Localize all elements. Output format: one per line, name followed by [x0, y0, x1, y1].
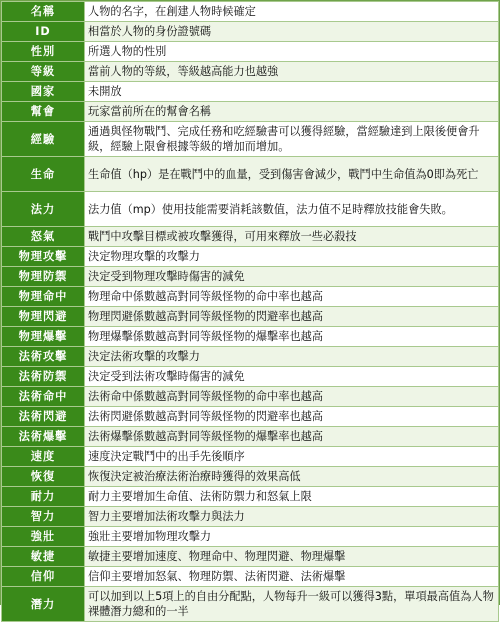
attribute-name: 智力	[2, 507, 85, 527]
attribute-description: 戰鬥中攻擊目標或被攻擊獲得，可用來釋放一些必殺技	[85, 227, 499, 247]
table-row	[2, 507, 499, 527]
table-row	[2, 547, 499, 567]
attribute-name: 物理爆擊	[2, 327, 85, 347]
attribute-name: 名稱	[2, 2, 85, 22]
table-row	[2, 62, 499, 82]
attribute-description: 物理閃避係數越高對同等級怪物的閃避率也越高	[85, 307, 499, 327]
table-row	[2, 42, 499, 62]
attribute-description: 耐力主要增加生命值、法術防禦力和怒氣上限	[85, 487, 499, 507]
table-row	[2, 327, 499, 347]
attribute-name: 國家	[2, 82, 85, 102]
table-row	[2, 447, 499, 467]
attribute-name: 耐力	[2, 487, 85, 507]
attribute-name: 潛力	[2, 587, 85, 622]
table-row	[2, 157, 499, 192]
table-row	[2, 247, 499, 267]
attribute-description: 可以加到以上5項上的自由分配點，人物每升一級可以獲得3點，單項最高值為人物裸體潛力總和的一半	[85, 587, 499, 622]
attribute-name: 法術閃避	[2, 407, 85, 427]
attribute-name: 強壯	[2, 527, 85, 547]
attribute-name: 怒氣	[2, 227, 85, 247]
table-row	[2, 567, 499, 587]
attribute-name: 等級	[2, 62, 85, 82]
table-row	[2, 387, 499, 407]
table-row	[2, 527, 499, 547]
attribute-description: 相當於人物的身份證號碼	[85, 22, 499, 42]
attribute-table	[1, 1, 499, 622]
table-row	[2, 347, 499, 367]
table-row	[2, 267, 499, 287]
attribute-description: 強壯主要增加物理攻擊力	[85, 527, 499, 547]
attribute-description: 決定受到法術攻擊時傷害的減免	[85, 367, 499, 387]
table-row	[2, 427, 499, 447]
attribute-name: 法力	[2, 192, 85, 227]
attribute-description: 所選人物的性別	[85, 42, 499, 62]
table-row	[2, 487, 499, 507]
table-row	[2, 22, 499, 42]
attribute-description: 信仰主要增加怒氣、物理防禦、法術閃避、法術爆擊	[85, 567, 499, 587]
table-row	[2, 82, 499, 102]
table-row	[2, 2, 499, 22]
attribute-name: 敏捷	[2, 547, 85, 567]
attribute-name: ID	[2, 22, 85, 42]
attribute-description: 當前人物的等級，等級越高能力也越強	[85, 62, 499, 82]
attribute-name: 生命	[2, 157, 85, 192]
attribute-name: 法術爆擊	[2, 427, 85, 447]
attribute-description: 未開放	[85, 82, 499, 102]
attribute-name: 速度	[2, 447, 85, 467]
attribute-description: 敏捷主要增加速度、物理命中、物理閃避、物理爆擊	[85, 547, 499, 567]
attribute-description: 法術閃避係數越高對同等級怪物的閃避率也越高	[85, 407, 499, 427]
attribute-description: 法術爆擊係數越高對同等級怪物的爆擊率也越高	[85, 427, 499, 447]
attribute-name: 物理攻擊	[2, 247, 85, 267]
attribute-name: 物理命中	[2, 287, 85, 307]
attribute-description: 決定物理攻擊的攻擊力	[85, 247, 499, 267]
attribute-name: 信仰	[2, 567, 85, 587]
attribute-description: 生命值（hp）是在戰鬥中的血量，受到傷害會減少，戰鬥中生命值為0即為死亡	[85, 157, 499, 192]
attribute-description: 智力主要增加法術攻擊力與法力	[85, 507, 499, 527]
table-row	[2, 192, 499, 227]
attribute-description: 恢復決定被治療法術治療時獲得的效果高低	[85, 467, 499, 487]
attribute-name: 恢復	[2, 467, 85, 487]
table-row	[2, 367, 499, 387]
attribute-description: 通過與怪物戰鬥、完成任務和吃經驗書可以獲得經驗，當經驗達到上限後便會升級，經驗上限會根據等級的增加而增加。	[85, 122, 499, 157]
attribute-name: 物理防禦	[2, 267, 85, 287]
table-row	[2, 227, 499, 247]
table-row	[2, 102, 499, 122]
table-row	[2, 587, 499, 622]
attribute-description: 人物的名字，在創建人物時候確定	[85, 2, 499, 22]
attribute-description: 玩家當前所在的幫會名稱	[85, 102, 499, 122]
attribute-name: 物理閃避	[2, 307, 85, 327]
attribute-name: 法術攻擊	[2, 347, 85, 367]
attribute-description: 物理爆擊係數越高對同等級怪物的爆擊率也越高	[85, 327, 499, 347]
attribute-description: 決定法術攻擊的攻擊力	[85, 347, 499, 367]
table-row	[2, 307, 499, 327]
table-row	[2, 407, 499, 427]
attribute-name: 幫會	[2, 102, 85, 122]
table-row	[2, 122, 499, 157]
attribute-description: 決定受到物理攻擊時傷害的減免	[85, 267, 499, 287]
attribute-description: 法術命中係數越高對同等級怪物的命中率也越高	[85, 387, 499, 407]
attribute-name: 法術防禦	[2, 367, 85, 387]
table-row	[2, 467, 499, 487]
attribute-description: 物理命中係數越高對同等級怪物的命中率也越高	[85, 287, 499, 307]
table-row	[2, 287, 499, 307]
attribute-description: 法力值（mp）使用技能需要消耗該數值，法力值不足時釋放技能會失敗。	[85, 192, 499, 227]
attribute-description: 速度決定戰鬥中的出手先後順序	[85, 447, 499, 467]
attribute-name: 法術命中	[2, 387, 85, 407]
attribute-table-body	[2, 2, 499, 622]
attribute-name: 經驗	[2, 122, 85, 157]
attribute-name: 性別	[2, 42, 85, 62]
